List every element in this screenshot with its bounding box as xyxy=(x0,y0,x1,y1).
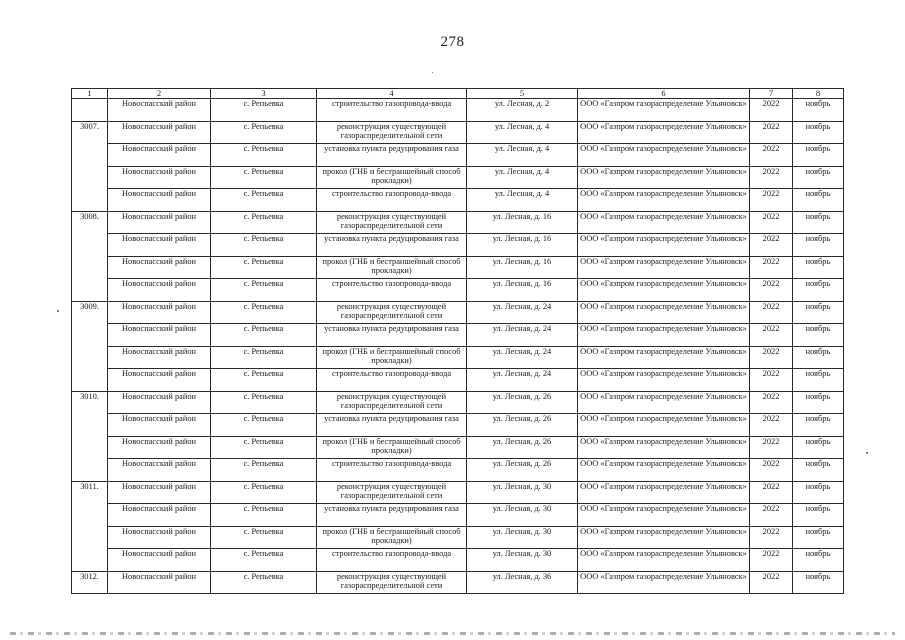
table-row xyxy=(72,526,844,549)
year-cell: 2022 xyxy=(750,481,793,504)
address-cell: ул. Лесная, д. 4 xyxy=(467,166,578,189)
village-cell: с. Репьевка xyxy=(211,459,317,482)
organization-cell: ООО «Газпром газораспределение Ульяновск» xyxy=(578,571,750,594)
address-cell: ул. Лесная, д. 2 xyxy=(467,99,578,122)
work-type-cell: прокол (ГНБ и бестраншейный способ прокладки) xyxy=(317,166,467,189)
organization-cell: ООО «Газпром газораспределение Ульяновск» xyxy=(578,99,750,122)
village-cell: с. Репьевка xyxy=(211,414,317,437)
work-type-cell: установка пункта редуцирования газа xyxy=(317,234,467,257)
table-row xyxy=(72,391,844,414)
work-type-cell: строительство газопровода-ввода xyxy=(317,459,467,482)
district-cell: Новоспасский район xyxy=(108,526,211,549)
district-cell: Новоспасский район xyxy=(108,301,211,324)
address-cell: ул. Лесная, д. 26 xyxy=(467,459,578,482)
year-cell: 2022 xyxy=(750,166,793,189)
year-cell: 2022 xyxy=(750,99,793,122)
organization-cell: ООО «Газпром газораспределение Ульяновск» xyxy=(578,369,750,392)
village-cell: с. Репьевка xyxy=(211,504,317,527)
village-cell: с. Репьевка xyxy=(211,279,317,302)
year-cell: 2022 xyxy=(750,211,793,234)
organization-cell: ООО «Газпром газораспределение Ульяновск» xyxy=(578,166,750,189)
organization-cell: ООО «Газпром газораспределение Ульяновск» xyxy=(578,211,750,234)
district-cell: Новоспасский район xyxy=(108,256,211,279)
address-cell: ул. Лесная, д. 24 xyxy=(467,324,578,347)
month-cell: ноябрь xyxy=(793,324,844,347)
district-cell: Новоспасский район xyxy=(108,234,211,257)
organization-cell: ООО «Газпром газораспределение Ульяновск» xyxy=(578,549,750,572)
year-cell: 2022 xyxy=(750,301,793,324)
address-cell: ул. Лесная, д. 30 xyxy=(467,481,578,504)
column-header: 6 xyxy=(578,89,750,99)
table-row xyxy=(72,459,844,482)
district-cell: Новоспасский район xyxy=(108,121,211,144)
work-type-cell: установка пункта редуцирования газа xyxy=(317,324,467,347)
work-type-cell: реконструкция существующей газораспределительной сети xyxy=(317,211,467,234)
year-cell: 2022 xyxy=(750,279,793,302)
district-cell: Новоспасский район xyxy=(108,549,211,572)
year-cell: 2022 xyxy=(750,121,793,144)
table-row xyxy=(72,279,844,302)
scan-artifact-line xyxy=(10,632,895,635)
address-cell: ул. Лесная, д. 16 xyxy=(467,256,578,279)
table-row xyxy=(72,301,844,324)
month-cell: ноябрь xyxy=(793,414,844,437)
address-cell: ул. Лесная, д. 24 xyxy=(467,369,578,392)
village-cell: с. Репьевка xyxy=(211,324,317,347)
year-cell: 2022 xyxy=(750,414,793,437)
village-cell: с. Репьевка xyxy=(211,99,317,122)
organization-cell: ООО «Газпром газораспределение Ульяновск» xyxy=(578,436,750,459)
work-type-cell: строительство газопровода-ввода xyxy=(317,279,467,302)
district-cell: Новоспасский район xyxy=(108,279,211,302)
table-row xyxy=(72,571,844,594)
month-cell: ноябрь xyxy=(793,144,844,167)
month-cell: ноябрь xyxy=(793,504,844,527)
year-cell: 2022 xyxy=(750,369,793,392)
work-type-cell: строительство газопровода-ввода xyxy=(317,369,467,392)
month-cell: ноябрь xyxy=(793,211,844,234)
work-type-cell: прокол (ГНБ и бестраншейный способ прокладки) xyxy=(317,436,467,459)
entry-number-cell: 3009. xyxy=(72,301,108,391)
year-cell: 2022 xyxy=(750,189,793,212)
month-cell: ноябрь xyxy=(793,121,844,144)
organization-cell: ООО «Газпром газораспределение Ульяновск» xyxy=(578,234,750,257)
month-cell: ноябрь xyxy=(793,234,844,257)
year-cell: 2022 xyxy=(750,256,793,279)
column-header: 2 xyxy=(108,89,211,99)
year-cell: 2022 xyxy=(750,459,793,482)
entry-number-cell: 3010. xyxy=(72,391,108,481)
village-cell: с. Репьевка xyxy=(211,166,317,189)
organization-cell: ООО «Газпром газораспределение Ульяновск» xyxy=(578,481,750,504)
table-row xyxy=(72,549,844,572)
month-cell: ноябрь xyxy=(793,189,844,212)
table-row xyxy=(72,189,844,212)
month-cell: ноябрь xyxy=(793,369,844,392)
address-cell: ул. Лесная, д. 16 xyxy=(467,211,578,234)
work-type-cell: установка пункта редуцирования газа xyxy=(317,504,467,527)
year-cell: 2022 xyxy=(750,324,793,347)
month-cell: ноябрь xyxy=(793,436,844,459)
table-row xyxy=(72,504,844,527)
registry-table xyxy=(71,88,844,594)
table-row xyxy=(72,234,844,257)
organization-cell: ООО «Газпром газораспределение Ульяновск» xyxy=(578,414,750,437)
month-cell: ноябрь xyxy=(793,99,844,122)
column-header: 4 xyxy=(317,89,467,99)
village-cell: с. Репьевка xyxy=(211,121,317,144)
column-number-row xyxy=(72,89,844,99)
work-type-cell: прокол (ГНБ и бестраншейный способ прокладки) xyxy=(317,526,467,549)
organization-cell: ООО «Газпром газораспределение Ульяновск» xyxy=(578,121,750,144)
district-cell: Новоспасский район xyxy=(108,481,211,504)
work-type-cell: реконструкция существующей газораспределительной сети xyxy=(317,481,467,504)
table-row xyxy=(72,481,844,504)
table-body xyxy=(72,99,844,594)
table-row xyxy=(72,121,844,144)
table-row xyxy=(72,346,844,369)
table-row xyxy=(72,99,844,122)
address-cell: ул. Лесная, д. 26 xyxy=(467,436,578,459)
village-cell: с. Репьевка xyxy=(211,189,317,212)
district-cell: Новоспасский район xyxy=(108,99,211,122)
entry-number-cell xyxy=(72,99,108,122)
village-cell: с. Репьевка xyxy=(211,346,317,369)
district-cell: Новоспасский район xyxy=(108,211,211,234)
organization-cell: ООО «Газпром газораспределение Ульяновск» xyxy=(578,144,750,167)
month-cell: ноябрь xyxy=(793,526,844,549)
month-cell: ноябрь xyxy=(793,391,844,414)
district-cell: Новоспасский район xyxy=(108,166,211,189)
address-cell: ул. Лесная, д. 30 xyxy=(467,549,578,572)
address-cell: ул. Лесная, д. 4 xyxy=(467,144,578,167)
column-header: 7 xyxy=(750,89,793,99)
district-cell: Новоспасский район xyxy=(108,459,211,482)
district-cell: Новоспасский район xyxy=(108,391,211,414)
organization-cell: ООО «Газпром газораспределение Ульяновск» xyxy=(578,256,750,279)
year-cell: 2022 xyxy=(750,234,793,257)
address-cell: ул. Лесная, д. 26 xyxy=(467,391,578,414)
village-cell: с. Репьевка xyxy=(211,481,317,504)
work-type-cell: реконструкция существующей газораспределительной сети xyxy=(317,571,467,594)
column-header: 8 xyxy=(793,89,844,99)
work-type-cell: реконструкция существующей газораспределительной сети xyxy=(317,121,467,144)
table-row xyxy=(72,211,844,234)
district-cell: Новоспасский район xyxy=(108,571,211,594)
organization-cell: ООО «Газпром газораспределение Ульяновск» xyxy=(578,504,750,527)
village-cell: с. Репьевка xyxy=(211,211,317,234)
organization-cell: ООО «Газпром газораспределение Ульяновск» xyxy=(578,526,750,549)
month-cell: ноябрь xyxy=(793,256,844,279)
village-cell: с. Репьевка xyxy=(211,256,317,279)
village-cell: с. Репьевка xyxy=(211,234,317,257)
scan-speck xyxy=(432,72,433,73)
table-row xyxy=(72,144,844,167)
entry-number-cell: 3008. xyxy=(72,211,108,301)
year-cell: 2022 xyxy=(750,526,793,549)
district-cell: Новоспасский район xyxy=(108,324,211,347)
year-cell: 2022 xyxy=(750,436,793,459)
table-row xyxy=(72,436,844,459)
work-type-cell: реконструкция существующей газораспределительной сети xyxy=(317,301,467,324)
district-cell: Новоспасский район xyxy=(108,504,211,527)
district-cell: Новоспасский район xyxy=(108,436,211,459)
column-header: 5 xyxy=(467,89,578,99)
village-cell: с. Репьевка xyxy=(211,436,317,459)
month-cell: ноябрь xyxy=(793,459,844,482)
work-type-cell: строительство газопровода-ввода xyxy=(317,99,467,122)
village-cell: с. Репьевка xyxy=(211,526,317,549)
scan-speck xyxy=(866,452,868,454)
month-cell: ноябрь xyxy=(793,549,844,572)
work-type-cell: строительство газопровода-ввода xyxy=(317,189,467,212)
scan-speck xyxy=(57,310,59,312)
year-cell: 2022 xyxy=(750,549,793,572)
work-type-cell: прокол (ГНБ и бестраншейный способ прокладки) xyxy=(317,346,467,369)
year-cell: 2022 xyxy=(750,571,793,594)
page-number: 278 xyxy=(440,34,465,50)
organization-cell: ООО «Газпром газораспределение Ульяновск» xyxy=(578,301,750,324)
district-cell: Новоспасский район xyxy=(108,346,211,369)
village-cell: с. Репьевка xyxy=(211,144,317,167)
address-cell: ул. Лесная, д. 16 xyxy=(467,234,578,257)
organization-cell: ООО «Газпром газораспределение Ульяновск» xyxy=(578,324,750,347)
district-cell: Новоспасский район xyxy=(108,414,211,437)
month-cell: ноябрь xyxy=(793,571,844,594)
village-cell: с. Репьевка xyxy=(211,571,317,594)
table-row xyxy=(72,166,844,189)
column-header: 1 xyxy=(72,89,108,99)
column-header: 3 xyxy=(211,89,317,99)
address-cell: ул. Лесная, д. 36 xyxy=(467,571,578,594)
table-row xyxy=(72,324,844,347)
month-cell: ноябрь xyxy=(793,481,844,504)
address-cell: ул. Лесная, д. 30 xyxy=(467,526,578,549)
village-cell: с. Репьевка xyxy=(211,369,317,392)
address-cell: ул. Лесная, д. 24 xyxy=(467,301,578,324)
organization-cell: ООО «Газпром газораспределение Ульяновск» xyxy=(578,189,750,212)
year-cell: 2022 xyxy=(750,346,793,369)
organization-cell: ООО «Газпром газораспределение Ульяновск» xyxy=(578,279,750,302)
organization-cell: ООО «Газпром газораспределение Ульяновск» xyxy=(578,459,750,482)
entry-number-cell: 3007. xyxy=(72,121,108,211)
work-type-cell: реконструкция существующей газораспределительной сети xyxy=(317,391,467,414)
district-cell: Новоспасский район xyxy=(108,189,211,212)
address-cell: ул. Лесная, д. 24 xyxy=(467,346,578,369)
work-type-cell: прокол (ГНБ и бестраншейный способ прокладки) xyxy=(317,256,467,279)
table-row xyxy=(72,369,844,392)
organization-cell: ООО «Газпром газораспределение Ульяновск» xyxy=(578,346,750,369)
address-cell: ул. Лесная, д. 30 xyxy=(467,504,578,527)
organization-cell: ООО «Газпром газораспределение Ульяновск» xyxy=(578,391,750,414)
work-type-cell: установка пункта редуцирования газа xyxy=(317,144,467,167)
district-cell: Новоспасский район xyxy=(108,369,211,392)
address-cell: ул. Лесная, д. 26 xyxy=(467,414,578,437)
village-cell: с. Репьевка xyxy=(211,391,317,414)
village-cell: с. Репьевка xyxy=(211,549,317,572)
entry-number-cell: 3012. xyxy=(72,571,108,594)
year-cell: 2022 xyxy=(750,391,793,414)
month-cell: ноябрь xyxy=(793,346,844,369)
table-row xyxy=(72,414,844,437)
district-cell: Новоспасский район xyxy=(108,144,211,167)
village-cell: с. Репьевка xyxy=(211,301,317,324)
table-row xyxy=(72,256,844,279)
month-cell: ноябрь xyxy=(793,279,844,302)
month-cell: ноябрь xyxy=(793,166,844,189)
month-cell: ноябрь xyxy=(793,301,844,324)
year-cell: 2022 xyxy=(750,504,793,527)
work-type-cell: строительство газопровода-ввода xyxy=(317,549,467,572)
address-cell: ул. Лесная, д. 4 xyxy=(467,189,578,212)
address-cell: ул. Лесная, д. 16 xyxy=(467,279,578,302)
year-cell: 2022 xyxy=(750,144,793,167)
entry-number-cell: 3011. xyxy=(72,481,108,571)
address-cell: ул. Лесная, д. 4 xyxy=(467,121,578,144)
work-type-cell: установка пункта редуцирования газа xyxy=(317,414,467,437)
